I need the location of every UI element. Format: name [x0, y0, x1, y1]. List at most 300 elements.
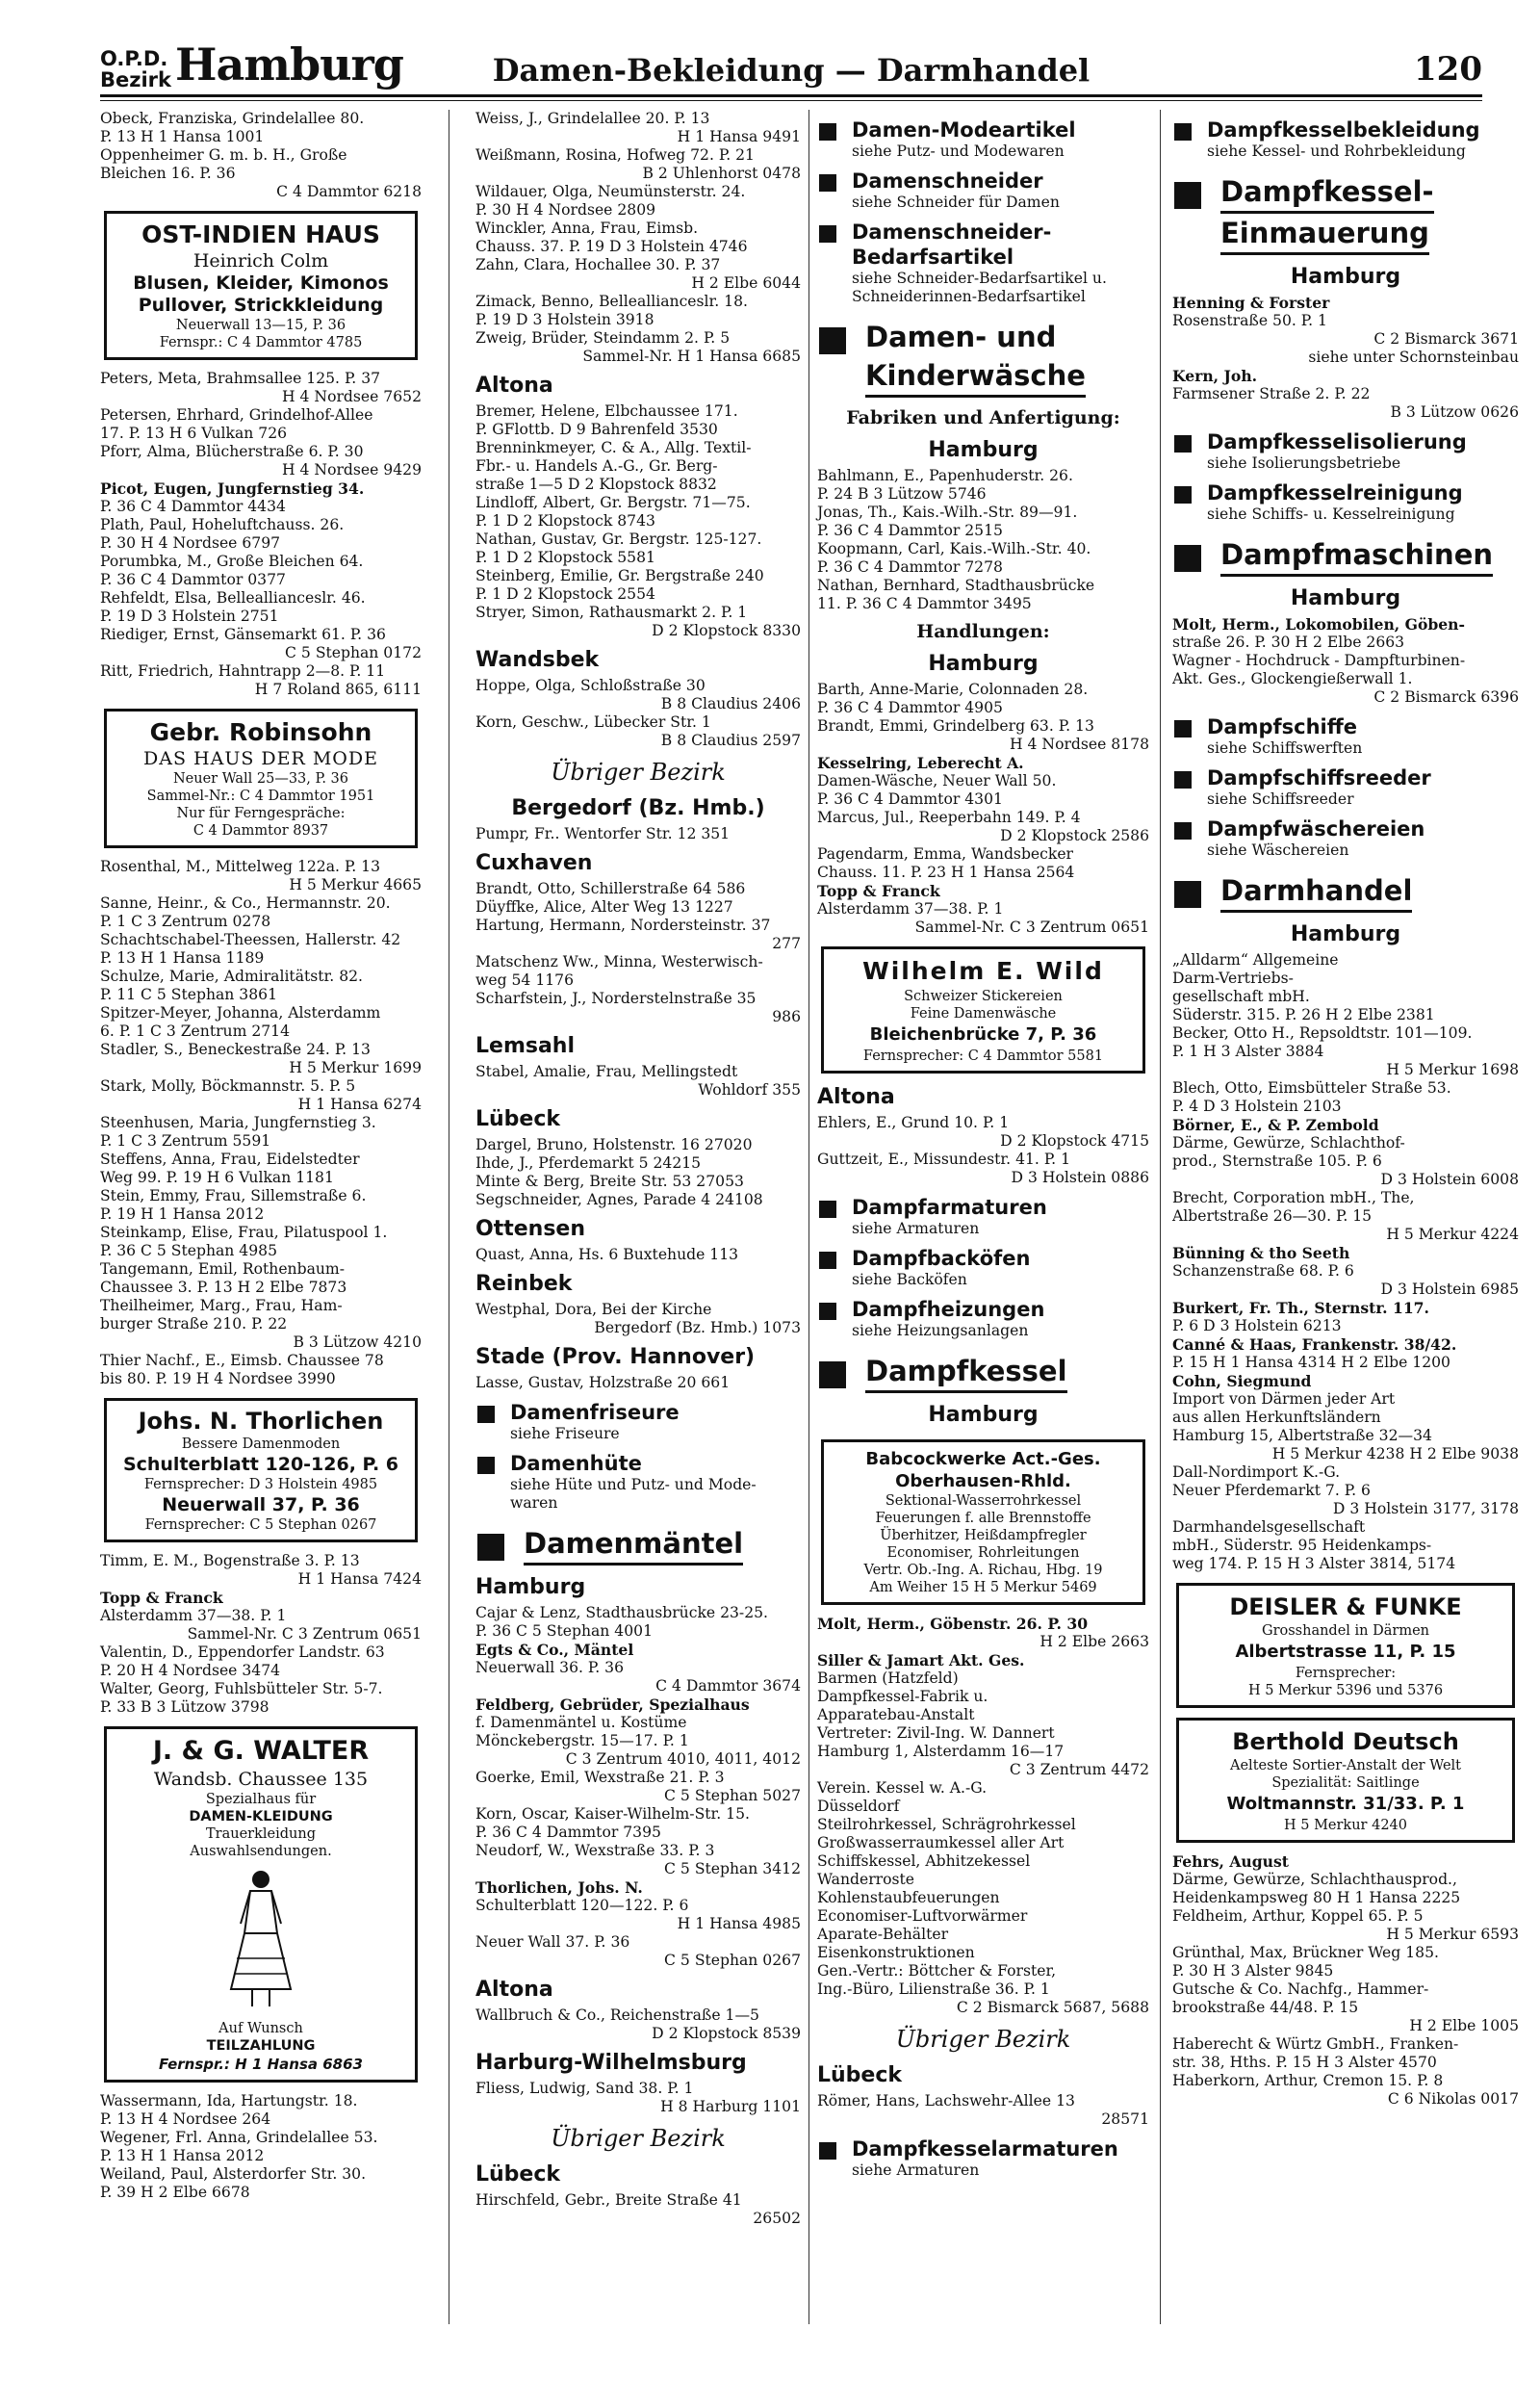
entry-line: C 2 Bismarck 6396	[1373, 688, 1519, 706]
entry-line: H 2 Elbe 6044	[691, 274, 801, 292]
entry-line: Barth, Anne-Marie, Colonnaden 28.	[817, 681, 1089, 698]
section-bullet	[1174, 123, 1192, 141]
section-bullet	[1174, 545, 1201, 572]
entry-line: Korn, Geschw., Lübecker Str. 1	[475, 713, 711, 731]
entry-line: Apparatebau-Anstalt	[817, 1706, 975, 1723]
entry-line: Steinkamp, Elise, Frau, Pilatuspool 1.	[100, 1224, 388, 1241]
entry-line: Gen.-Vertr.: Böttcher & Forster,	[817, 1962, 1057, 1980]
city-heading: Lübeck	[475, 2162, 561, 2187]
section-bullet	[819, 1303, 836, 1320]
section-dampfkesselarmaturen	[817, 2136, 1149, 2180]
ad-line: H 5 Merkur 4240	[1283, 1818, 1407, 1833]
entry-line: Egts & Co., Mäntel	[475, 1641, 634, 1659]
section-title: Damenmäntel	[524, 1524, 743, 1566]
entry-line: Grünthal, Max, Brückner Weg 185.	[1172, 1944, 1439, 1961]
section-see-also: siehe Schiffsreeder	[1207, 790, 1354, 808]
section-bullet	[819, 225, 836, 243]
section-bullet	[819, 174, 836, 192]
entry-line: C 5 Stephan 0267	[664, 1952, 801, 1969]
ad-title: Gebr. Robinsohn	[149, 718, 372, 746]
entry-line: Brenninkmeyer, C. & A., Allg. Textil-	[475, 439, 752, 456]
section-see-also: siehe Armaturen	[852, 1220, 980, 1237]
subheading: Handlungen:	[916, 621, 1050, 642]
entry-line: Akt. Ges., Glockengießerwall 1.	[1172, 670, 1413, 687]
entry-group	[475, 1246, 801, 1264]
ad-berthold-deutsch	[1176, 1718, 1515, 1843]
entry-line: P. 24 B 3 Lützow 5746	[817, 485, 987, 503]
header-rule	[100, 94, 1482, 97]
section-title: Dampfkessel	[865, 1352, 1067, 1393]
ad-line: Nur für Ferngespräche:	[176, 806, 346, 821]
section-dampfkesselbekleidung	[1172, 117, 1519, 161]
section-see-also: siehe Isolierungsbetriebe	[1207, 454, 1401, 472]
entry-line: Schulze, Marie, Admiralitätstr. 82.	[100, 968, 363, 985]
entry-line: P. 13 H 1 Hansa 1189	[100, 949, 265, 967]
ad-line: TEILZAHLUNG	[206, 2038, 316, 2054]
city-heading: Stade (Prov. Hannover)	[475, 1345, 756, 1369]
page-number: 120	[1414, 50, 1482, 89]
entry-line: P. 1 D 2 Klopstock 5581	[475, 549, 655, 566]
city-heading: Altona	[475, 374, 553, 398]
entry-line: Großwasserraumkessel aller Art	[817, 1834, 1065, 1851]
entry-line: P. 13 H 1 Hansa 2012	[100, 2147, 265, 2164]
entry-line: 28571	[1101, 2110, 1149, 2128]
ad-line: Fernspr.: C 4 Dammtor 4785	[159, 335, 363, 350]
section-dampfschiffsreeder	[1172, 765, 1519, 809]
section-see-also: siehe Schiffs- u. Kesselreinigung	[1207, 505, 1455, 523]
entry-line: Farmsener Straße 2. P. 22	[1172, 385, 1371, 402]
entry-line: Lindloff, Albert, Gr. Bergstr. 71—75.	[475, 494, 751, 511]
entry-line: H 1 Hansa 9491	[677, 128, 801, 145]
entry-line: Walter, Georg, Fuhlsbütteler Str. 5-7.	[100, 1680, 383, 1697]
section-damenmaentel	[475, 1524, 801, 1566]
entry-line: Minte & Berg, Breite Str. 53 27053	[475, 1173, 744, 1190]
entry-line: H 5 Merkur 1699	[289, 1059, 422, 1076]
city-heading: Hamburg	[475, 1575, 586, 1599]
entry-line: Molt, Herm., Lokomobilen, Göben-	[1172, 615, 1465, 634]
ad-line: Fernsprecher: D 3 Holstein 4985	[143, 1477, 378, 1492]
city-heading: Hamburg	[1290, 265, 1401, 289]
entry-line: 986	[772, 1008, 801, 1025]
entry-line: Cajar & Lenz, Stadthausbrücke 23-25.	[475, 1604, 769, 1621]
ad-gebr-robinsohn	[104, 709, 418, 848]
entry-group	[1172, 615, 1519, 707]
entry-line: Korn, Oscar, Kaiser-Wilhelm-Str. 15.	[475, 1805, 750, 1823]
city-heading: Lübeck	[475, 1107, 561, 1131]
section-bullet	[819, 327, 846, 354]
entry-line: Fliess, Ludwig, Sand 38. P. 1	[475, 2080, 694, 2097]
entry-line: P. 13 H 4 Nordsee 264	[100, 2110, 271, 2128]
entry-line: Chauss. 11. P. 23 H 1 Hansa 2564	[817, 864, 1075, 881]
entry-line: Rosenthal, M., Mittelweg 122a. P. 13	[100, 858, 381, 875]
entry-line: Molt, Herm., Göbenstr. 26. P. 30	[817, 1615, 1089, 1633]
section-title-line2: Einmauerung	[1220, 214, 1429, 255]
section-title: Dampfkesselarmaturen	[852, 2137, 1118, 2161]
entry-group	[475, 880, 801, 1026]
entry-line: Barmen (Hatzfeld)	[817, 1669, 959, 1687]
entry-line: Wagner - Hochdruck - Dampfturbinen-	[1172, 652, 1466, 669]
section-title: Darmhandel	[1220, 871, 1412, 913]
ad-line: Neuerwall 37, P. 36	[162, 1494, 360, 1515]
section-title: Damenschneider-Bedarfsartikel	[852, 220, 1052, 269]
entry-line: H 4 Nordsee 8178	[1009, 736, 1149, 753]
section-see-also: siehe Hüte und Putz- und Mode-waren	[510, 1476, 757, 1512]
section-title: Damenschneider	[852, 169, 1043, 193]
entry-group	[475, 1374, 801, 1392]
entry-line: P. 30 H 4 Nordsee 2809	[475, 201, 656, 219]
entry-group	[1172, 951, 1519, 1573]
entry-line: D 2 Klopstock 4715	[1000, 1132, 1149, 1150]
ad-title: J. & G. WALTER	[152, 1736, 370, 1766]
entry-line: Valentin, D., Eppendorfer Landstr. 63	[100, 1643, 385, 1661]
entry-line: Neuer Pferdemarkt 7. P. 6	[1172, 1482, 1371, 1499]
section-damenfriseure	[475, 1400, 801, 1443]
entry-line: P. 36 C 4 Dammtor 0377	[100, 571, 286, 588]
ad-line: Sektional-Wasserrohrkessel	[885, 1493, 1082, 1509]
entry-line: Steffens, Anna, Frau, Eidelstedter	[100, 1151, 360, 1168]
section-damenhuete	[475, 1451, 801, 1513]
section-bullet	[819, 123, 836, 141]
column-2	[475, 110, 801, 2228]
entry-line: H 5 Merkur 6593	[1386, 1926, 1519, 1943]
entry-line: Brecht, Corporation mbH., The,	[1172, 1189, 1415, 1206]
city-heading: Cuxhaven	[475, 851, 593, 875]
section-title: Damenfriseure	[510, 1401, 680, 1424]
entry-line: P. 15 H 1 Hansa 4314 H 2 Elbe 1200	[1172, 1354, 1450, 1371]
entry-line: Darm-Vertriebs-	[1172, 970, 1294, 987]
entry-line: Burkert, Fr. Th., Sternstr. 117.	[1172, 1299, 1429, 1317]
page-title: Damen-Bekleidung — Darmhandel	[492, 52, 1091, 89]
entry-line: Rehfeldt, Elsa, Belleallianceslr. 46.	[100, 589, 366, 607]
entry-line: Quast, Anna, Hs. 6 Buxtehude 113	[475, 1246, 739, 1263]
ad-line: Pullover, Strickkleidung	[138, 295, 384, 316]
entry-line: Römer, Hans, Lachswehr-Allee 13	[817, 2092, 1075, 2109]
section-title: Dampfschiffe	[1207, 715, 1358, 738]
ad-line: Feuerungen f. alle Brennstoffe	[875, 1511, 1091, 1526]
ad-deisler-funke	[1176, 1583, 1515, 1708]
entry-line: 277	[772, 935, 801, 952]
ad-line: Neuer Wall 25—33, P. 36	[172, 771, 348, 787]
entry-line: P. 19 D 3 Holstein 2751	[100, 608, 279, 625]
ad-line: Aelteste Sortier-Anstalt der Welt	[1230, 1758, 1461, 1773]
entry-line: Oppenheimer G. m. b. H., Große	[100, 146, 347, 164]
city-heading: Harburg-Wilhelmsburg	[475, 2051, 747, 2075]
entry-line: Stryer, Simon, Rathausmarkt 2. P. 1	[475, 604, 748, 621]
entry-line: Brandt, Otto, Schillerstraße 64 586	[475, 880, 746, 897]
entry-line: B 8 Claudius 2406	[660, 695, 801, 712]
city-heading: Wandsbek	[475, 648, 600, 672]
entry-line: Darmhandelsgesellschaft	[1172, 1518, 1366, 1536]
header-rule-thin	[100, 100, 1482, 101]
entry-group	[475, 1136, 801, 1209]
entry-line: Hoppe, Olga, Schloßstraße 30	[475, 677, 706, 694]
entry-line: D 3 Holstein 3177, 3178	[1332, 1500, 1519, 1517]
section-title: Dampfbacköfen	[852, 1247, 1031, 1270]
entry-line: Därme, Gewürze, Schlachthof-	[1172, 1134, 1405, 1152]
opd-label: O.P.D.	[100, 47, 168, 70]
entry-line: B 2 Uhlenhorst 0478	[642, 165, 801, 182]
page-header	[100, 39, 1482, 102]
section-title: Dampfmaschinen	[1220, 535, 1493, 577]
section-see-also: siehe Schneider für Damen	[852, 194, 1060, 211]
entry-group	[817, 1114, 1149, 1187]
section-title: Dampfkessel-	[1220, 172, 1434, 214]
entry-group	[475, 2191, 801, 2228]
entry-line: Scharfstein, J., Norderstelnstraße 35	[475, 990, 757, 1007]
entry-line: Ritt, Friedrich, Hahntrapp 2—8. P. 11	[100, 662, 386, 680]
section-see-also: siehe Putz- und Modewaren	[852, 142, 1065, 160]
entry-line: Siller & Jamart Akt. Ges.	[817, 1651, 1025, 1669]
entry-line: Haberecht & Würtz GmbH., Franken-	[1172, 2035, 1459, 2053]
entry-line: Tangemann, Emil, Rothenbaum-	[100, 1260, 345, 1278]
ad-line: Spezialhaus für	[205, 1792, 317, 1807]
ad-line: Trauerkleidung	[206, 1826, 316, 1842]
ad-line: Auswahlsendungen.	[190, 1844, 332, 1859]
entry-line: P. 11 C 5 Stephan 3861	[100, 986, 277, 1003]
entry-line: Schanzenstraße 68. P. 6	[1172, 1262, 1354, 1280]
entry-line: Pumpr, Fr.. Wentorfer Str. 12 351	[475, 825, 731, 842]
entry-line: Damen-Wäsche, Neuer Wall 50.	[817, 772, 1057, 789]
ad-line: Fernsprecher:	[1295, 1666, 1397, 1681]
entry-group	[817, 1615, 1149, 2017]
section-see-also: siehe Kessel- und Rohrbekleidung	[1207, 142, 1466, 160]
section-see-also: siehe Friseure	[510, 1425, 620, 1442]
section-bullet	[819, 1252, 836, 1269]
entry-line: Süderstr. 315. P. 26 H 2 Elbe 2381	[1172, 1006, 1435, 1023]
column-1	[100, 110, 422, 2202]
section-dampfarmaturen	[817, 1195, 1149, 1238]
entry-line: P. 36 C 5 Stephan 4001	[475, 1622, 653, 1640]
entry-group	[100, 2092, 422, 2202]
entry-line: prod., Sternstraße 105. P. 6	[1172, 1152, 1382, 1170]
entry-line: Bahlmann, E., Papenhuderstr. 26.	[817, 467, 1073, 484]
section-dampfkesselisolierung	[1172, 429, 1519, 473]
ad-line: Vertr. Ob.-Ing. A. Richau, Hbg. 19	[863, 1563, 1103, 1578]
entry-line: P. 36 C 4 Dammtor 4905	[817, 699, 1003, 716]
city-heading: Hamburg	[928, 1403, 1039, 1427]
entry-line: Stein, Emmy, Frau, Sillemstraße 6.	[100, 1187, 367, 1204]
entry-line: C 2 Bismarck 3671	[1373, 330, 1519, 348]
entry-group	[100, 110, 422, 201]
section-bullet	[819, 1201, 836, 1218]
entry-line: Porumbka, M., Große Bleichen 64.	[100, 553, 364, 570]
entry-line: Hamburg 15, Albertstraße 32—34	[1172, 1427, 1432, 1444]
entry-line: P. 1 C 3 Zentrum 0278	[100, 913, 271, 930]
section-title: Dampfschiffsreeder	[1207, 766, 1431, 789]
entry-line: C 4 Dammtor 3674	[655, 1677, 801, 1695]
section-dampfbackoefen	[817, 1246, 1149, 1289]
entry-line: Import von Därmen jeder Art	[1172, 1390, 1396, 1408]
entry-line: P. 4 D 3 Holstein 2103	[1172, 1098, 1342, 1115]
entry-line: Wohldorf 355	[698, 1081, 801, 1099]
entry-line: Becker, Otto H., Repsoldtstr. 101—109.	[1172, 1024, 1473, 1042]
header-city: Hamburg	[175, 39, 403, 91]
section-dampfmaschinen	[1172, 535, 1519, 577]
entry-line: Börner, E., & P. Zembold	[1172, 1116, 1379, 1134]
entry-line: Cohn, Siegmund	[1172, 1372, 1312, 1390]
entry-group	[475, 402, 801, 640]
entry-line: H 1 Hansa 6274	[297, 1096, 422, 1113]
entry-line: Zimack, Benno, Belleallianceslr. 18.	[475, 293, 748, 310]
entry-line: Wanderroste	[817, 1871, 915, 1888]
entry-line: P. 1 C 3 Zentrum 5591	[100, 1132, 271, 1150]
entry-line: Nathan, Bernhard, Stadthausbrücke	[817, 577, 1095, 594]
ad-line: Feine Damenwäsche	[910, 1006, 1057, 1022]
entry-line: P. 19 D 3 Holstein 3918	[475, 311, 654, 328]
section-dampfkesselreinigung	[1172, 480, 1519, 524]
entry-line: P. 6 D 3 Holstein 6213	[1172, 1317, 1342, 1334]
entry-line: Plath, Paul, Hoheluftchauss. 26.	[100, 516, 345, 533]
entry-line: Eisenkonstruktionen	[817, 1944, 975, 1961]
entry-line: Zahn, Clara, Hochallee 30. P. 37	[475, 256, 721, 273]
entry-line: P. 36 C 4 Dammtor 4301	[817, 790, 1003, 808]
city-heading: Hamburg	[1290, 922, 1401, 946]
ad-line: Spezialität: Saitlinge	[1271, 1775, 1420, 1791]
section-title: Dampfkesselreinigung	[1207, 481, 1463, 505]
entry-line: P. 39 H 2 Elbe 6678	[100, 2184, 250, 2201]
entry-line: 6. P. 1 C 3 Zentrum 2714	[100, 1022, 291, 1040]
section-title: Dampfwäschereien	[1207, 817, 1425, 841]
entry-line: P. 36 C 4 Dammtor 7278	[817, 558, 1003, 576]
entry-line: Pagendarm, Emma, Wandsbecker	[817, 845, 1074, 863]
entry-line: Dall-Nordimport K.-G.	[1172, 1463, 1341, 1481]
entry-line: Stabel, Amalie, Frau, Mellingstedt	[475, 1063, 738, 1080]
entry-line: Hirschfeld, Gebr., Breite Straße 41	[475, 2191, 742, 2209]
entry-line: D 2 Klopstock 8330	[652, 622, 801, 639]
section-dampfkessel	[817, 1352, 1149, 1393]
entry-line: P. 13 H 1 Hansa 1001	[100, 128, 265, 145]
entry-line: Mönckebergstr. 15—17. P. 1	[475, 1732, 689, 1749]
section-damen-kinderwaesche	[817, 318, 1149, 398]
ad-line: C 4 Dammtor 8937	[192, 823, 329, 839]
entry-line: Düsseldorf	[817, 1798, 900, 1815]
entry-group	[475, 1604, 801, 1970]
ad-line: Wandsb. Chaussee 135	[153, 1769, 369, 1790]
entry-line: Steenhusen, Maria, Jungfernstieg 3.	[100, 1114, 376, 1131]
entry-line: Wildauer, Olga, Neumünsterstr. 24.	[475, 183, 746, 200]
section-see-also: siehe Backöfen	[852, 1271, 967, 1288]
ad-walter	[104, 1726, 418, 2083]
entry-line: Blech, Otto, Eimsbütteler Straße 53.	[1172, 1079, 1451, 1097]
entry-group	[475, 2006, 801, 2043]
city-heading: Bergedorf (Bz. Hmb.)	[511, 796, 765, 820]
entry-line: Zweig, Brüder, Steindamm 2. P. 5	[475, 329, 731, 347]
entry-group	[817, 681, 1149, 937]
ad-title: DEISLER & FUNKE	[1229, 1593, 1462, 1620]
entry-line: Weißmann, Rosina, Hofweg 72. P. 21	[475, 146, 755, 164]
ad-line: Bleichenbrücke 7, P. 36	[869, 1024, 1097, 1045]
entry-line: Segschneider, Agnes, Parade 4 24108	[475, 1191, 763, 1208]
entry-line: C 4 Dammtor 6218	[276, 183, 422, 200]
section-title: Dampfheizungen	[852, 1298, 1045, 1321]
entry-line: Brandt, Emmi, Grindelberg 63. P. 13	[817, 717, 1094, 735]
entry-line: Topp & Franck	[100, 1589, 223, 1607]
section-dampfheizungen	[817, 1297, 1149, 1340]
entry-group	[475, 677, 801, 750]
column-divider	[1160, 110, 1161, 2324]
city-heading: Hamburg	[928, 438, 1039, 462]
entry-line: Schiffskessel, Abhitzekessel	[817, 1852, 1031, 1870]
entry-line: Kohlenstaubfeuerungen	[817, 1889, 1000, 1906]
ad-title: Johs. N. Thorlichen	[138, 1408, 384, 1435]
entry-line: Koopmann, Carl, Kais.-Wilh.-Str. 40.	[817, 540, 1091, 557]
ad-line: Überhitzer, Heißdampfregler	[880, 1528, 1087, 1543]
ad-line: Auf Wunsch	[218, 2021, 303, 2036]
section-see-also: siehe Schneider-Bedarfsartikel u. Schneiderinnen-Bedarfsartikel	[852, 270, 1107, 305]
entry-line: brookstraße 44/48. P. 15	[1172, 1999, 1359, 2016]
entry-line: Bünning & tho Seeth	[1172, 1244, 1350, 1262]
entry-line: Rosenstraße 50. P. 1	[1172, 312, 1327, 329]
entry-line: P. 30 H 3 Alster 9845	[1172, 1962, 1334, 1980]
ad-line: Economiser, Rohrleitungen	[886, 1545, 1080, 1561]
entry-line: Alsterdamm 37—38. P. 1	[100, 1607, 287, 1624]
section-bullet	[819, 2142, 836, 2160]
entry-line: H 1 Hansa 4985	[677, 1915, 801, 1932]
ad-line: Neuerwall 13—15, P. 36	[175, 318, 346, 333]
ad-babcockwerke	[821, 1439, 1145, 1605]
entry-line: Dargel, Bruno, Holstenstr. 16 27020	[475, 1136, 753, 1153]
column-3	[817, 110, 1149, 2186]
section-title: Damenhüte	[510, 1452, 642, 1475]
entry-line: Marcus, Jul., Reeperbahn 149. P. 4	[817, 809, 1081, 826]
ad-title: Wilhelm E. Wild	[862, 957, 1104, 985]
entry-group	[1172, 294, 1519, 422]
entry-line: B 8 Claudius 2597	[660, 732, 801, 749]
section-damenschneider	[817, 168, 1149, 212]
entry-line: C 5 Stephan 0172	[285, 644, 422, 661]
entry-line: bis 80. P. 19 H 4 Nordsee 3990	[100, 1370, 336, 1387]
entry-line: H 2 Elbe 2663	[1040, 1633, 1149, 1650]
entry-line: Haberkorn, Arthur, Cremon 15. P. 8	[1172, 2072, 1444, 2089]
region-heading: Übriger Bezirk	[551, 2125, 726, 2152]
entry-line: P. 36 C 4 Dammtor 7395	[475, 1824, 661, 1841]
city-heading: Lübeck	[817, 2063, 903, 2087]
city-heading: Reinbek	[475, 1272, 573, 1296]
section-title-line2: Kinderwäsche	[865, 356, 1086, 398]
entry-group	[475, 1063, 801, 1100]
entry-line: Lasse, Gustav, Holzstraße 20 661	[475, 1374, 731, 1391]
entry-group	[475, 110, 801, 366]
section-bullet	[477, 1534, 504, 1561]
entry-line: Pforr, Alma, Blücherstraße 6. P. 30	[100, 443, 364, 460]
entry-line: Riediger, Ernst, Gänsemarkt 61. P. 36	[100, 626, 386, 643]
entry-line: B 3 Lützow 4210	[293, 1333, 422, 1351]
entry-line: Fbr.- u. Handels A.-G., Gr. Berg-	[475, 457, 718, 475]
entry-line: H 7 Roland 865, 6111	[254, 681, 422, 698]
entry-line: Feldheim, Arthur, Koppel 65. P. 5	[1172, 1907, 1424, 1925]
section-title: Damen-Modeartikel	[852, 118, 1076, 142]
entry-line: gesellschaft mbH.	[1172, 988, 1310, 1005]
entry-line: Weg 99. P. 19 H 6 Vulkan 1181	[100, 1169, 334, 1186]
ad-line: Sammel-Nr.: C 4 Dammtor 1951	[146, 789, 375, 804]
entry-line: C 6 Nikolas 0017	[1387, 2090, 1519, 2108]
entry-line: straße 1—5 D 2 Klopstock 8832	[475, 476, 717, 493]
entry-line: 26502	[753, 2210, 801, 2227]
entry-line: 17. P. 13 H 6 Vulkan 726	[100, 425, 288, 442]
entry-line: C 2 Bismarck 5687, 5688	[956, 1999, 1149, 2016]
entry-line: H 5 Merkur 4665	[289, 876, 422, 893]
entry-line: D 3 Holstein 6008	[1380, 1171, 1519, 1188]
section-title: Dampfarmaturen	[852, 1196, 1047, 1219]
section-see-also: siehe Schiffswerften	[1207, 739, 1363, 757]
entry-line: H 1 Hansa 7424	[297, 1570, 422, 1588]
entry-line: Theilheimer, Marg., Frau, Ham-	[100, 1297, 343, 1314]
section-bullet	[1174, 486, 1192, 504]
entry-line: Schulterblatt 120—122. P. 6	[475, 1897, 689, 1914]
entry-line: Verein. Kessel w. A.-G.	[817, 1779, 988, 1797]
entry-line: Nathan, Gustav, Gr. Bergstr. 125-127.	[475, 531, 762, 548]
section-bullet	[1174, 881, 1201, 908]
